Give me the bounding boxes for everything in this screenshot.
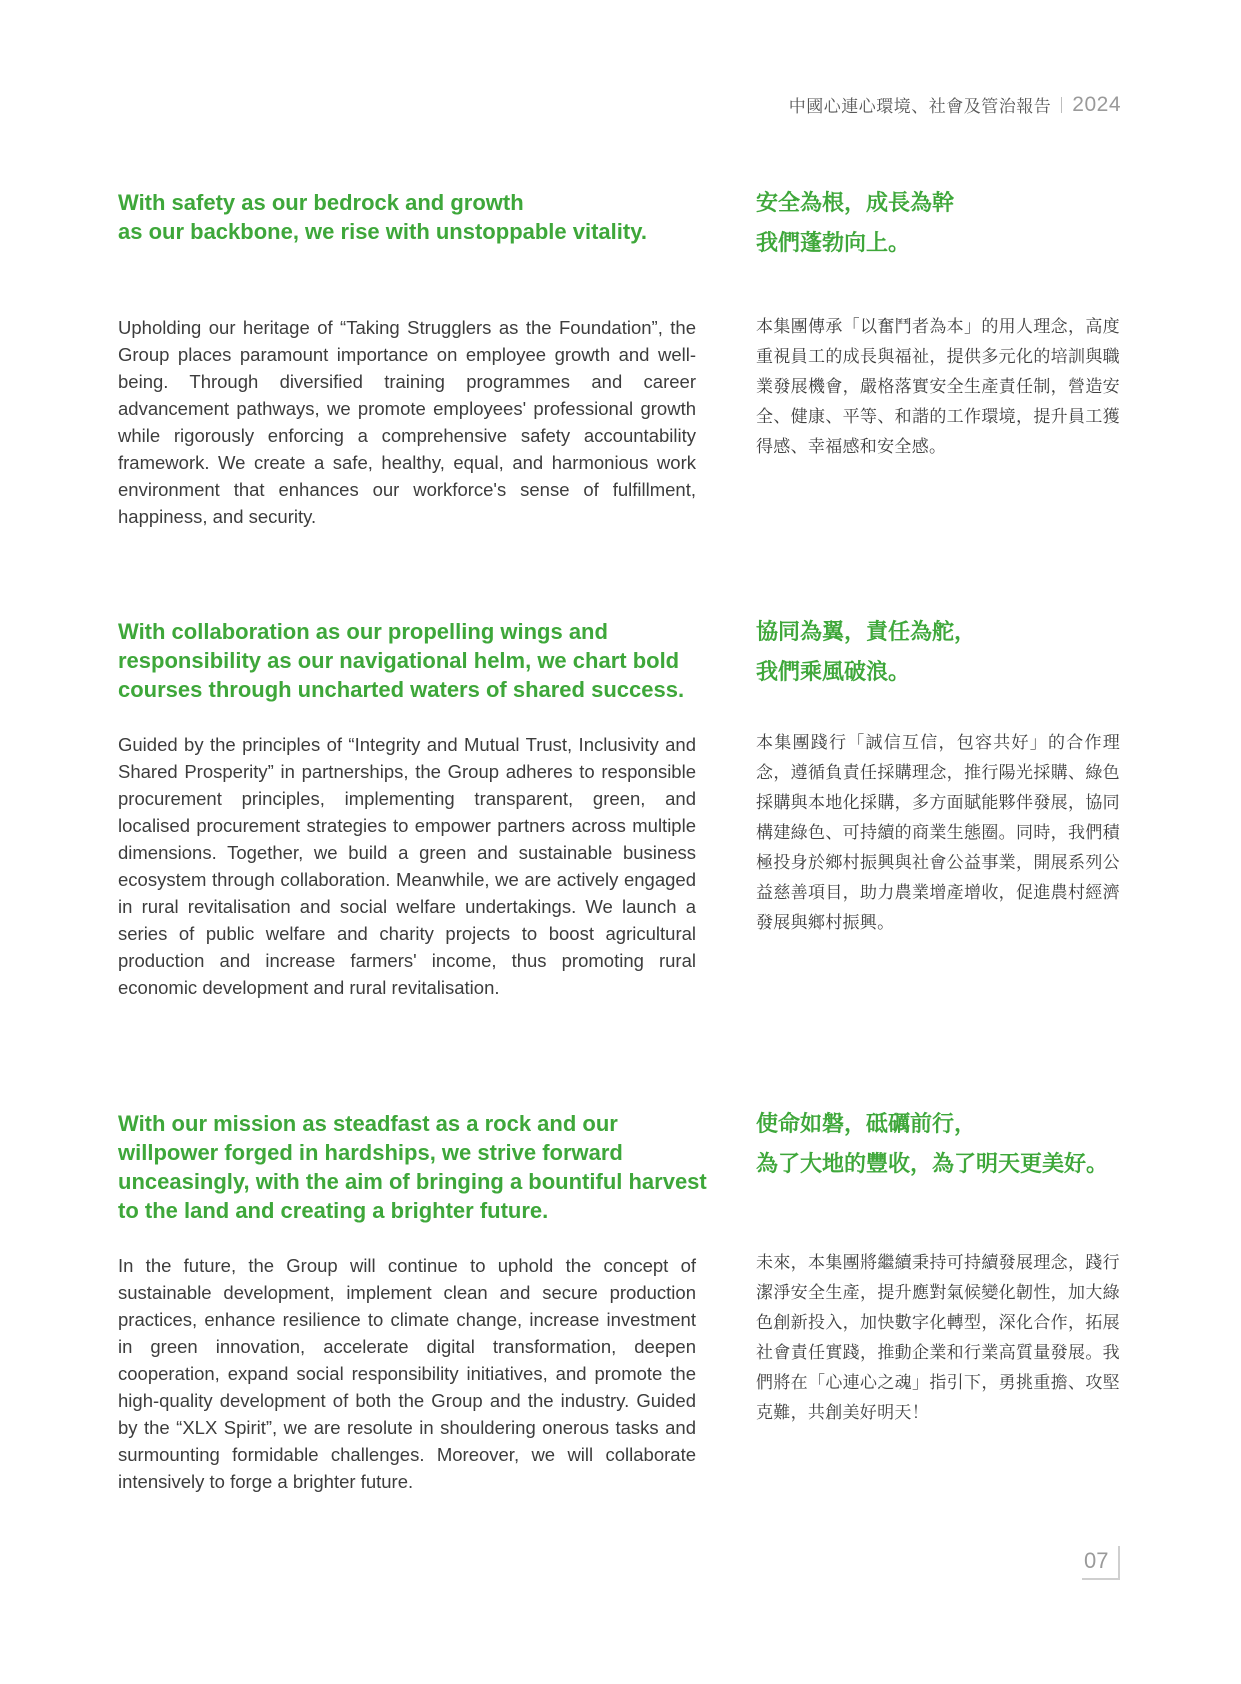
section-2-en-body: Guided by the principles of “Integrity and Mutual Trust, Inclusivity and Shared Prosperity” in partnerships, the Group adheres to responsible procurement principles, implementing transparent, green, and localised procurement strategies to empower partners across multiple dimensions. Together, we build a green and sustainable business ecosystem through collaboration. Meanwhile, we are actively engaged in rural revitalisation and social welfare undertakings. We launch a series of public welfare and charity projects to boost agricultural production and increase farmers' income, thus promoting rural economic development and rural revitalisation. <box>118 734 696 998</box>
header-divider <box>1061 97 1062 113</box>
section-1-zh-heading: 安全為根，成長為幹 我們蓬勃向上。 <box>756 191 955 256</box>
section-2-zh-body: 本集團踐行「誠信互信，包容共好」的合作理念，遵循負責任採購理念，推行陽光採購、綠色採購與本地化採購，多方面賦能夥伴發展，協同構建綠色、可持續的商業生態圈。同時，我們積極投身於鄉村振興與社會公益事業，開展系列公益慈善項目，助力農業增產增收，促進農村經濟發展與鄉村振興。 <box>756 733 1120 933</box>
section-1-zh-body: 本集團傳承「以奮鬥者為本」的用人理念，高度重視員工的成長與福祉，提供多元化的培訓與職業發展機會，嚴格落實安全生產責任制，營造安全、健康、平等、和諧的工作環境，提升員工獲得感、幸福感和安全感。 <box>756 317 1120 457</box>
section-3-en-body: In the future, the Group will continue to uphold the concept of sustainable development, implement clean and secure production practices, enhance resilience to climate change, increase investment in green innovation, accelerate digital transformation, deepen cooperation, expand social responsibility initiatives, and promote the high-quality development of both the Group and the industry. Guided by the “XLX Spirit”, we are resolute in shouldering onerous tasks and surmounting formidable challenges. Moreover, we will collaborate intensively to forge a brighter future. <box>118 1255 696 1492</box>
page-number: 07 <box>1082 1546 1120 1580</box>
section-1-en-heading: With safety as our bedrock and growth as our backbone, we rise with unstoppable vitality. <box>118 190 647 244</box>
report-title: 中國心連心環境、社會及管治報告 <box>788 97 1052 117</box>
section-3-en-heading: With our mission as steadfast as a rock and our willpower forged in hardships, we strive forward unceasingly, with the aim of bringing a bountiful harvest to the land and creating a brighter future. <box>118 1111 707 1223</box>
section-2-en-heading: With collaboration as our propelling wings and responsibility as our navigational helm, we chart bold courses through uncharted waters of shared success. <box>118 619 685 702</box>
report-header <box>789 92 1121 117</box>
section-2-zh-heading: 協同為翼，責任為舵， 我們乘風破浪。 <box>756 620 977 685</box>
section-1-en-body: Upholding our heritage of “Taking Strugglers as the Foundation”, the Group places paramount importance on employee growth and well-being. Through diversified training programmes and career advancement pathways, we promote employees' professional growth while rigorously enforcing a comprehensive safety accountability framework. We create a safe, healthy, equal, and harmonious work environment that enhances our workforce's sense of fulfillment, happiness, and security. <box>118 317 696 527</box>
section-3-zh-body: 未來，本集團將繼續秉持可持續發展理念，踐行潔淨安全生產，提升應對氣候變化韌性，加大綠色創新投入，加快數字化轉型，深化合作，拓展社會責任實踐，推動企業和行業高質量發展。我們將在「心連心之魂」指引下，勇挑重擔、攻堅克難，共創美好明天！ <box>756 1253 1120 1423</box>
section-3-zh-heading: 使命如磐，砥礪前行， 為了大地的豐收，為了明天更美好。 <box>756 1112 1109 1177</box>
report-year: 2024 <box>1072 92 1121 116</box>
